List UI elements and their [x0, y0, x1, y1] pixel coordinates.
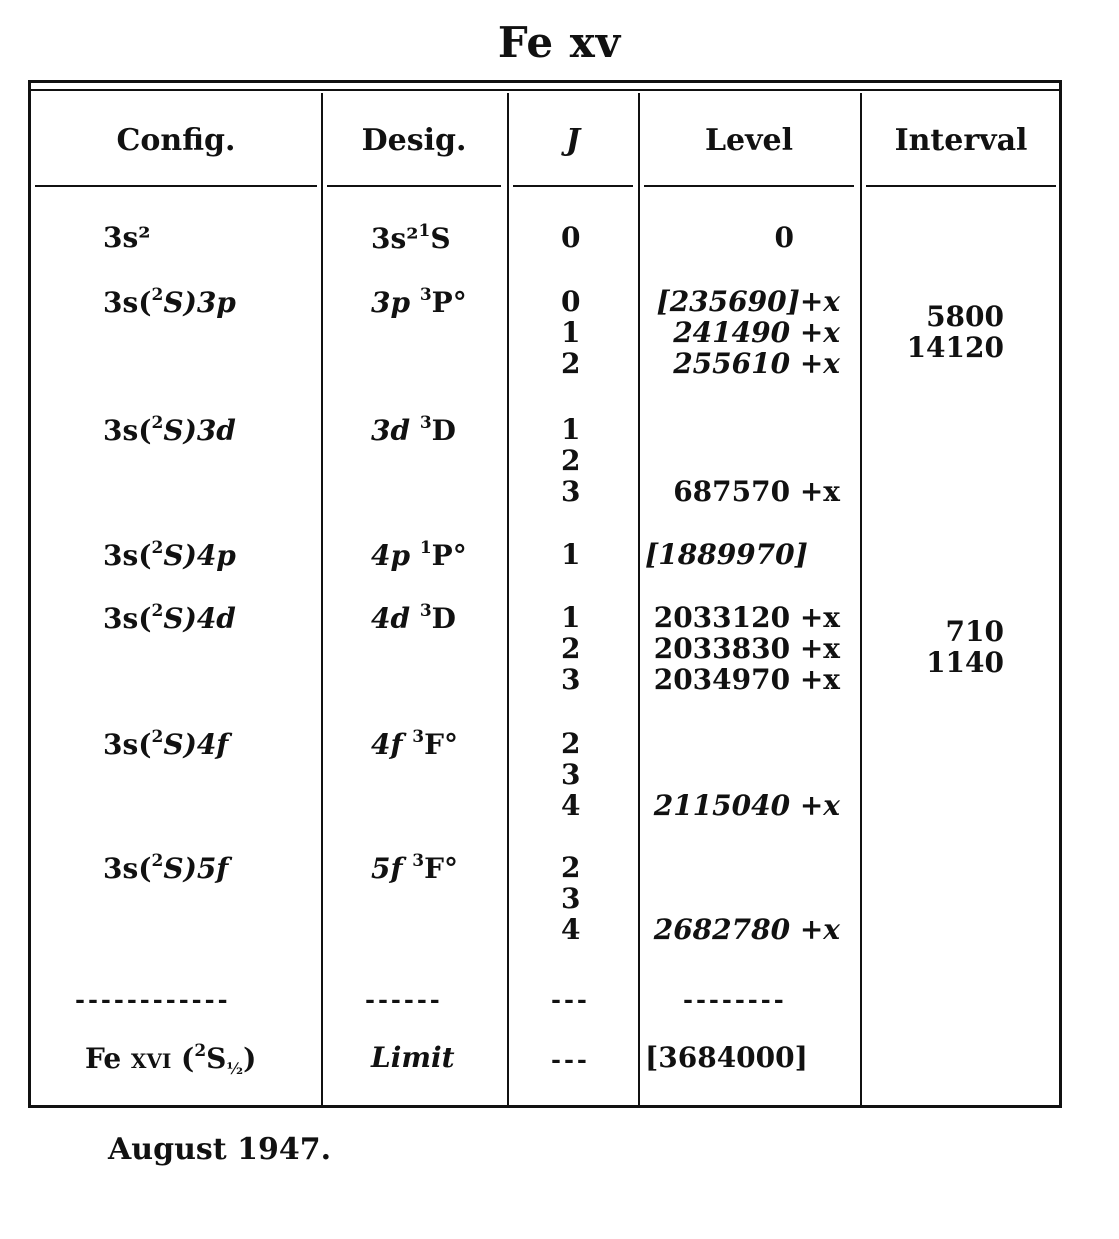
desig-orbital: 4p	[371, 539, 411, 572]
config-cell	[103, 601, 236, 635]
j-cell: 1	[561, 538, 581, 571]
header-rule-config	[35, 185, 317, 187]
desig-term: D	[431, 414, 456, 447]
j-cell: 2	[561, 444, 581, 477]
desig-orbital: 4d	[371, 602, 411, 635]
desig-multiplicity: 1	[418, 221, 431, 241]
j-cell: 2	[561, 851, 581, 884]
desig-orbital: 4f	[371, 728, 403, 761]
j-cell: 2	[561, 727, 581, 760]
header-rule-interval	[866, 185, 1056, 187]
config-sup: 2	[151, 538, 164, 558]
config-suffix: S)5f	[163, 852, 229, 885]
level-cell: 2033120 +x	[653, 601, 840, 634]
config-cell	[103, 851, 228, 885]
config-suffix: S)4f	[163, 728, 229, 761]
config-cell	[103, 538, 236, 572]
limit-config-close: )	[243, 1042, 257, 1075]
config-prefix: 3s(	[103, 602, 152, 635]
config-prefix: 3s(	[103, 286, 152, 319]
j-cell: 1	[561, 601, 581, 634]
level-cell: [1889970]	[645, 538, 808, 571]
level-cell: 255610 +x	[673, 347, 840, 380]
desig-orbital: 3p	[371, 286, 411, 319]
separator-j: ---	[551, 985, 590, 1014]
desig-term: D	[431, 602, 456, 635]
level-cell: 687570 +x	[673, 475, 840, 508]
j-cell: 3	[561, 475, 581, 508]
separator-config: ------------	[75, 985, 231, 1014]
desig-term: P°	[431, 286, 467, 319]
energy-level-table	[28, 80, 1062, 1108]
config-cell	[103, 413, 236, 447]
j-cell: 0	[561, 221, 581, 254]
desig-cell	[371, 727, 458, 761]
desig-cell	[371, 285, 467, 319]
desig-cell	[371, 538, 467, 572]
config-sup: 2	[151, 285, 164, 305]
header-interval: Interval	[894, 123, 1028, 158]
j-cell: 2	[561, 347, 581, 380]
desig-term: S	[430, 222, 451, 255]
limit-desig-cell: Limit	[371, 1041, 455, 1074]
desig-cell	[371, 413, 456, 447]
footer-date: August 1947.	[108, 1132, 332, 1167]
limit-config-sub: ½	[226, 1059, 244, 1078]
config-prefix: 3s(	[103, 728, 152, 761]
desig-cell	[371, 601, 456, 635]
config-suffix: S)4d	[163, 602, 236, 635]
limit-config-paren: (	[171, 1042, 195, 1075]
column-divider-4	[860, 93, 862, 1105]
column-divider-2	[507, 93, 509, 1105]
header-j: J	[565, 123, 581, 158]
config-prefix: 3s(	[103, 852, 152, 885]
table-top-rule	[31, 89, 1059, 91]
header-rule-level	[644, 185, 854, 187]
desig-multiplicity: 1	[419, 538, 432, 558]
config-prefix: 3s(	[103, 414, 152, 447]
config-cell	[103, 727, 228, 761]
j-cell: 3	[561, 663, 581, 696]
limit-config-term: S	[206, 1042, 227, 1075]
desig-multiplicity: 3	[412, 727, 425, 747]
config-sup: 2	[151, 413, 164, 433]
interval-cell: 5800	[926, 300, 1004, 333]
header-rule-desig	[327, 185, 501, 187]
config-sup: 2	[151, 727, 164, 747]
j-cell: 0	[561, 285, 581, 318]
interval-cell: 1140	[926, 646, 1004, 679]
column-divider-3	[638, 93, 640, 1105]
header-rule-j	[513, 185, 633, 187]
header-desig: Desig.	[361, 123, 467, 158]
separator-desig: ------	[365, 985, 443, 1014]
level-cell: 2033830 +x	[653, 632, 840, 665]
desig-orbital: 5f	[371, 852, 403, 885]
limit-config-ion: xvi	[130, 1042, 172, 1075]
level-cell: 2115040 +x	[653, 789, 840, 822]
config-cell: 3s²	[103, 221, 151, 254]
header-config: Config.	[116, 123, 236, 158]
desig-cell	[371, 851, 458, 885]
desig-term: F°	[424, 728, 459, 761]
level-cell: 241490 +x	[673, 316, 840, 349]
j-cell: 3	[561, 882, 581, 915]
desig-multiplicity: 3	[419, 601, 432, 621]
desig-prefix: 3s²	[371, 222, 419, 255]
desig-term: F°	[424, 852, 459, 885]
interval-cell: 14120	[906, 331, 1004, 364]
j-cell: 1	[561, 413, 581, 446]
config-suffix: S)3d	[163, 414, 236, 447]
desig-cell	[371, 221, 451, 255]
level-cell: 2034970 +x	[653, 663, 840, 696]
column-divider-1	[321, 93, 323, 1105]
config-suffix: S)4p	[163, 539, 236, 572]
config-sup: 2	[151, 851, 164, 871]
config-prefix: 3s(	[103, 539, 152, 572]
j-cell: 4	[561, 789, 581, 822]
desig-multiplicity: 3	[419, 285, 432, 305]
j-cell: 2	[561, 632, 581, 665]
j-cell: 3	[561, 758, 581, 791]
header-level: Level	[704, 123, 794, 158]
limit-config-cell	[85, 1041, 256, 1078]
page-title: Fe xv	[497, 18, 622, 67]
config-suffix: S)3p	[163, 286, 236, 319]
limit-config-element: Fe	[85, 1042, 131, 1075]
level-cell: [235690]+x	[656, 285, 840, 318]
desig-orbital: 3d	[371, 414, 411, 447]
desig-multiplicity: 3	[419, 413, 432, 433]
limit-config-sup: 2	[194, 1041, 207, 1061]
config-cell	[103, 285, 236, 319]
desig-term: P°	[431, 539, 467, 572]
desig-multiplicity: 3	[412, 851, 425, 871]
j-cell: 4	[561, 913, 581, 946]
j-cell: 1	[561, 316, 581, 349]
level-cell: 2682780 +x	[653, 913, 840, 946]
separator-level: --------	[683, 985, 787, 1014]
level-cell: 0	[774, 221, 794, 254]
limit-level-cell: [3684000]	[645, 1041, 808, 1074]
limit-j-cell: ---	[551, 1045, 590, 1074]
config-sup: 2	[151, 601, 164, 621]
interval-cell: 710	[945, 615, 1004, 648]
